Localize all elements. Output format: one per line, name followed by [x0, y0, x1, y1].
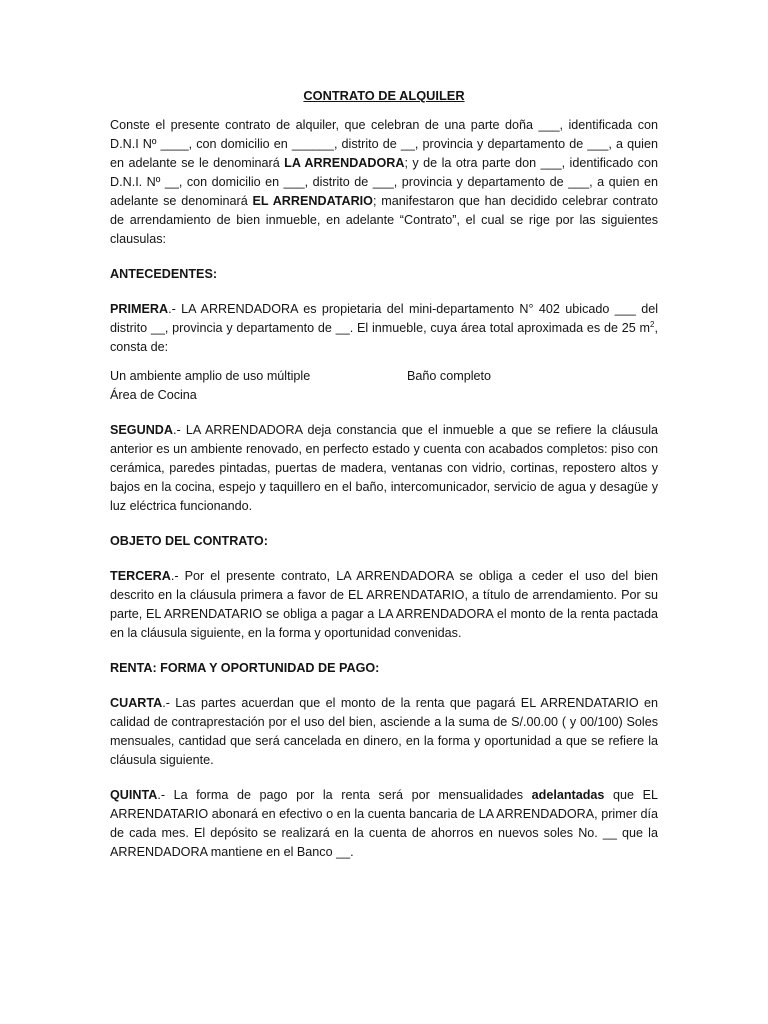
intro-text-2: ; y de la otra parte don ___, identificado con D.N.I. Nº __, con domicilio en ___, distrito de ___, provincia y departamento de ___, a quien en adelante se denominará [110, 156, 658, 208]
clause-quinta-bold: adelantadas [531, 788, 605, 802]
clause-quinta-label: QUINTA [110, 788, 158, 802]
clause-quinta-text-2: que EL ARRENDATARIO abonará en efectivo o en la cuenta bancaria de LA ARRENDADORA, primer día de cada mes. El depósito se realizará en la cuenta de ahorros en nuevos soles No. __ que la ARRENDADORA mantiene en el Banco __. [110, 788, 658, 859]
intro-paragraph [110, 116, 658, 249]
section-heading-objeto: OBJETO DEL CONTRATO: [110, 534, 268, 548]
document-title: CONTRATO DE ALQUILER [303, 88, 465, 103]
clause-quinta-text-1: .- La forma de pago por la renta será por mensualidades [157, 788, 532, 802]
clause-tercera [110, 567, 658, 643]
clause-tercera-label: TERCERA [110, 569, 171, 583]
property-items [110, 367, 658, 405]
intro-party-arrendadora: LA ARRENDADORA [284, 156, 405, 170]
property-item: Área de Cocina [110, 388, 197, 402]
clause-segunda [110, 421, 658, 516]
section-heading-antecedentes: ANTECEDENTES: [110, 267, 218, 281]
clause-primera-label: PRIMERA [110, 302, 169, 316]
intro-text-3: ; manifestaron que han decidido celebrar contrato de arrendamiento de bien inmueble, en adelante “Contrato”, el cual se rige por las siguientes clausulas: [110, 194, 658, 246]
intro-text-1: Conste el presente contrato de alquiler, que celebran de una parte doña ___, identificada con D.N.I Nº ____, con domicilio en ______, distrito de __, provincia y departamento de ___, a quien en adelante se le denominará [110, 118, 658, 170]
clause-cuarta [110, 694, 658, 770]
property-item: Un ambiente amplio de uso múltiple [110, 369, 311, 383]
clause-cuarta-label: CUARTA [110, 696, 163, 710]
property-item: Baño completo [407, 369, 492, 383]
intro-party-arrendatario: EL ARRENDATARIO [252, 194, 373, 208]
clause-cuarta-text: .- Las partes acuerdan que el monto de la renta que pagará EL ARRENDATARIO en calidad de contraprestación por el uso del bien, asciende a la suma de S/.00.00 ( y 00/100) Soles mensuales, cantidad que será cancelada en dinero, en la forma y oportunidad a que se refiere la cláusula siguiente. [110, 696, 658, 767]
clause-primera-tail: , consta de: [110, 321, 658, 354]
clause-primera-sup: 2 [650, 319, 655, 329]
clause-primera-text: .- LA ARRENDADORA es propietaria del mini-departamento N° 402 ubicado ___ del distrito __, provincia y departamento de __. El inmueble, cuya área total aproximada es de 25 m [110, 302, 658, 335]
clause-segunda-label: SEGUNDA [110, 423, 173, 437]
clause-segunda-text: .- LA ARRENDADORA deja constancia que el inmueble a que se refiere la cláusula anterior es un ambiente renovado, en perfecto estado y cuenta con acabados completos: piso con cerámica, paredes pintadas, puertas de madera, ventanas con vidrio, cortinas, repostero altos y bajos en la cocina, espejo y taquillero en el baño, intercomunicador, servicio de agua y desagüe y luz eléctrica funcionando. [110, 423, 658, 513]
clause-primera [110, 300, 658, 357]
section-heading-renta: RENTA: FORMA Y OPORTUNIDAD DE PAGO: [110, 661, 380, 675]
contract-body [110, 86, 658, 862]
clause-quinta [110, 786, 658, 862]
clause-tercera-text: .- Por el presente contrato, LA ARRENDADORA se obliga a ceder el uso del bien descrito en la cláusula primera a favor de EL ARRENDATARIO, a título de arrendamiento. Por su parte, EL ARRENDATARIO se obliga a pagar a LA ARRENDADORA el monto de la renta pactada en la cláusula siguiente, en la forma y oportunidad convenidas. [110, 569, 658, 640]
